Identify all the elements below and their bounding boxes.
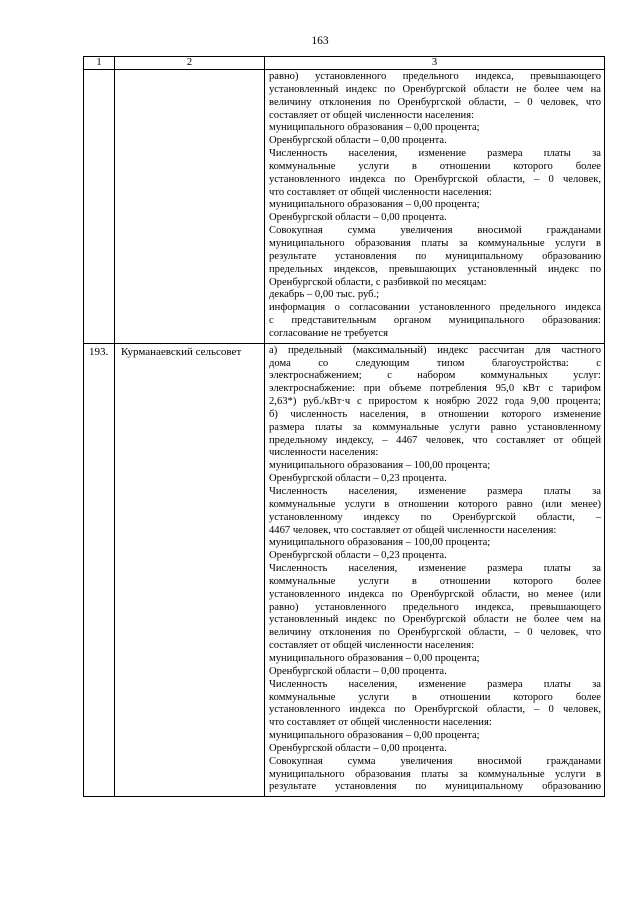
text-line: согласование не требуется — [269, 327, 389, 339]
text-line: величину отклонения по Оренбургской области, – 0 человек, что — [269, 96, 601, 108]
text-line: а) предельный (максимальный) индекс рассчитан для частного — [269, 344, 601, 356]
header-col-1: 1 — [84, 57, 115, 70]
text-line: муниципального образования – 0,00 процента; — [269, 199, 480, 211]
text-line: Оренбургской области – 0,00 процента. — [269, 135, 447, 147]
text-line: установленный индекс по Оренбургской области не более чем на — [269, 614, 601, 626]
text-line: б) численность населения, в отношении которого изменение — [269, 408, 601, 420]
text-line: муниципального образования платы за коммунальные услуги в — [269, 768, 601, 780]
text-line: муниципального образования – 0,00 процента; — [269, 122, 480, 134]
row-details — [265, 70, 605, 344]
text-line: коммунальные услуги в отношении которого более — [269, 160, 601, 172]
text-line: установленного индекса по Оренбургской области, – 0 человек, — [269, 704, 601, 716]
text-line: информация о согласовании установленного предельного индекса — [269, 302, 601, 314]
text-line: 4467 человек, что составляет от общей численности населения: — [269, 524, 557, 536]
text-line: предельных индексов, превышающих установленный индекс по — [269, 263, 601, 275]
text-line: составляет от общей численности населения: — [269, 109, 475, 121]
text-line: муниципального образования – 100,00 процента; — [269, 537, 491, 549]
text-line: Совокупная сумма увеличения вносимой гражданами — [269, 225, 601, 237]
text-line: Численность населения, изменение размера платы за — [269, 563, 601, 575]
text-line: численности населения: — [269, 447, 379, 459]
text-line: равно) установленного предельного индекса, превышающего — [269, 71, 601, 82]
text-line: величину отклонения по Оренбургской области, – 0 человек, что — [269, 627, 601, 639]
text-line: установленному индексу по Оренбургской области, – — [269, 511, 601, 523]
header-col-3: 3 — [265, 57, 605, 70]
text-line: Совокупная сумма увеличения вносимой гражданами — [269, 755, 601, 767]
text-line: установленный индекс по Оренбургской области не более чем на — [269, 83, 601, 95]
table-header-row — [84, 57, 605, 70]
text-line: что составляет от общей численности населения: — [269, 717, 492, 729]
text-line: электроснабжение: при объеме потребления 95,0 кВт с тарифом — [269, 383, 601, 395]
municipality-name: Курманаевский сельсовет — [115, 343, 265, 797]
text-line: 2,63*) руб./кВт·ч с приростом к ноябрю 2022 года 9,00 процента; — [269, 396, 601, 408]
text-line: установленного индекса по Оренбургской области, – 0 человек, — [269, 173, 601, 185]
row-details — [265, 343, 605, 797]
text-line: коммунальные услуги в отношении которого равно (или менее) — [269, 498, 601, 510]
text-line: результате установления по муниципальному образованию — [269, 250, 601, 262]
text-line: муниципального образования – 0,00 процента; — [269, 730, 480, 742]
text-line: равно) установленного предельного индекса, превышающего — [269, 601, 601, 613]
text-line: размера платы за коммунальные услуги равно установленному — [269, 421, 601, 433]
municipality-name — [115, 70, 265, 344]
text-line: с представительным органом муниципального образования: — [269, 315, 601, 327]
text-line: Оренбургской области – 0,23 процента. — [269, 473, 447, 485]
text-line: коммунальные услуги в отношении которого более — [269, 575, 601, 587]
text-line: муниципального образования – 0,00 процента; — [269, 652, 480, 664]
text-line: дома со следующим типом благоустройства: с — [269, 357, 601, 369]
text-line: Численность населения, изменение размера платы за — [269, 486, 601, 497]
document-table — [83, 56, 605, 797]
text-line: Оренбургской области – 0,00 процента. — [269, 665, 447, 677]
text-line: электроснабжением; с набором коммунальных услуг: — [269, 370, 601, 382]
text-line: Оренбургской области – 0,00 процента. — [269, 742, 447, 754]
text-line: муниципального образования платы за коммунальные услуги в — [269, 237, 601, 249]
row-number — [84, 70, 115, 344]
text-line: декабрь – 0,00 тыс. руб.; — [269, 289, 380, 301]
header-col-2: 2 — [115, 57, 265, 70]
table-row — [84, 343, 605, 797]
text-line: Оренбургской области – 0,00 процента. — [269, 212, 447, 224]
text-line: Оренбургской области – 0,23 процента. — [269, 550, 447, 562]
text-line: результате установления по муниципальному образованию — [269, 781, 601, 793]
page-number: 163 — [311, 35, 329, 47]
text-line: предельному индексу, – 4467 человек, что составляет от общей — [269, 434, 601, 446]
row-number: 193. — [84, 343, 115, 797]
table-row — [84, 70, 605, 344]
text-line: что составляет от общей численности населения: — [269, 186, 492, 198]
text-line: Численность населения, изменение размера платы за — [269, 678, 601, 690]
text-line: Численность населения, изменение размера платы за — [269, 148, 601, 160]
text-line: коммунальные услуги в отношении которого более — [269, 691, 601, 703]
text-line: Оренбургской области, с разбивкой по месяцам: — [269, 276, 487, 288]
text-line: установленного индекса по Оренбургской области, но менее (или — [269, 588, 601, 600]
text-line: муниципального образования – 100,00 процента; — [269, 460, 491, 472]
text-line: составляет от общей численности населения: — [269, 640, 475, 652]
